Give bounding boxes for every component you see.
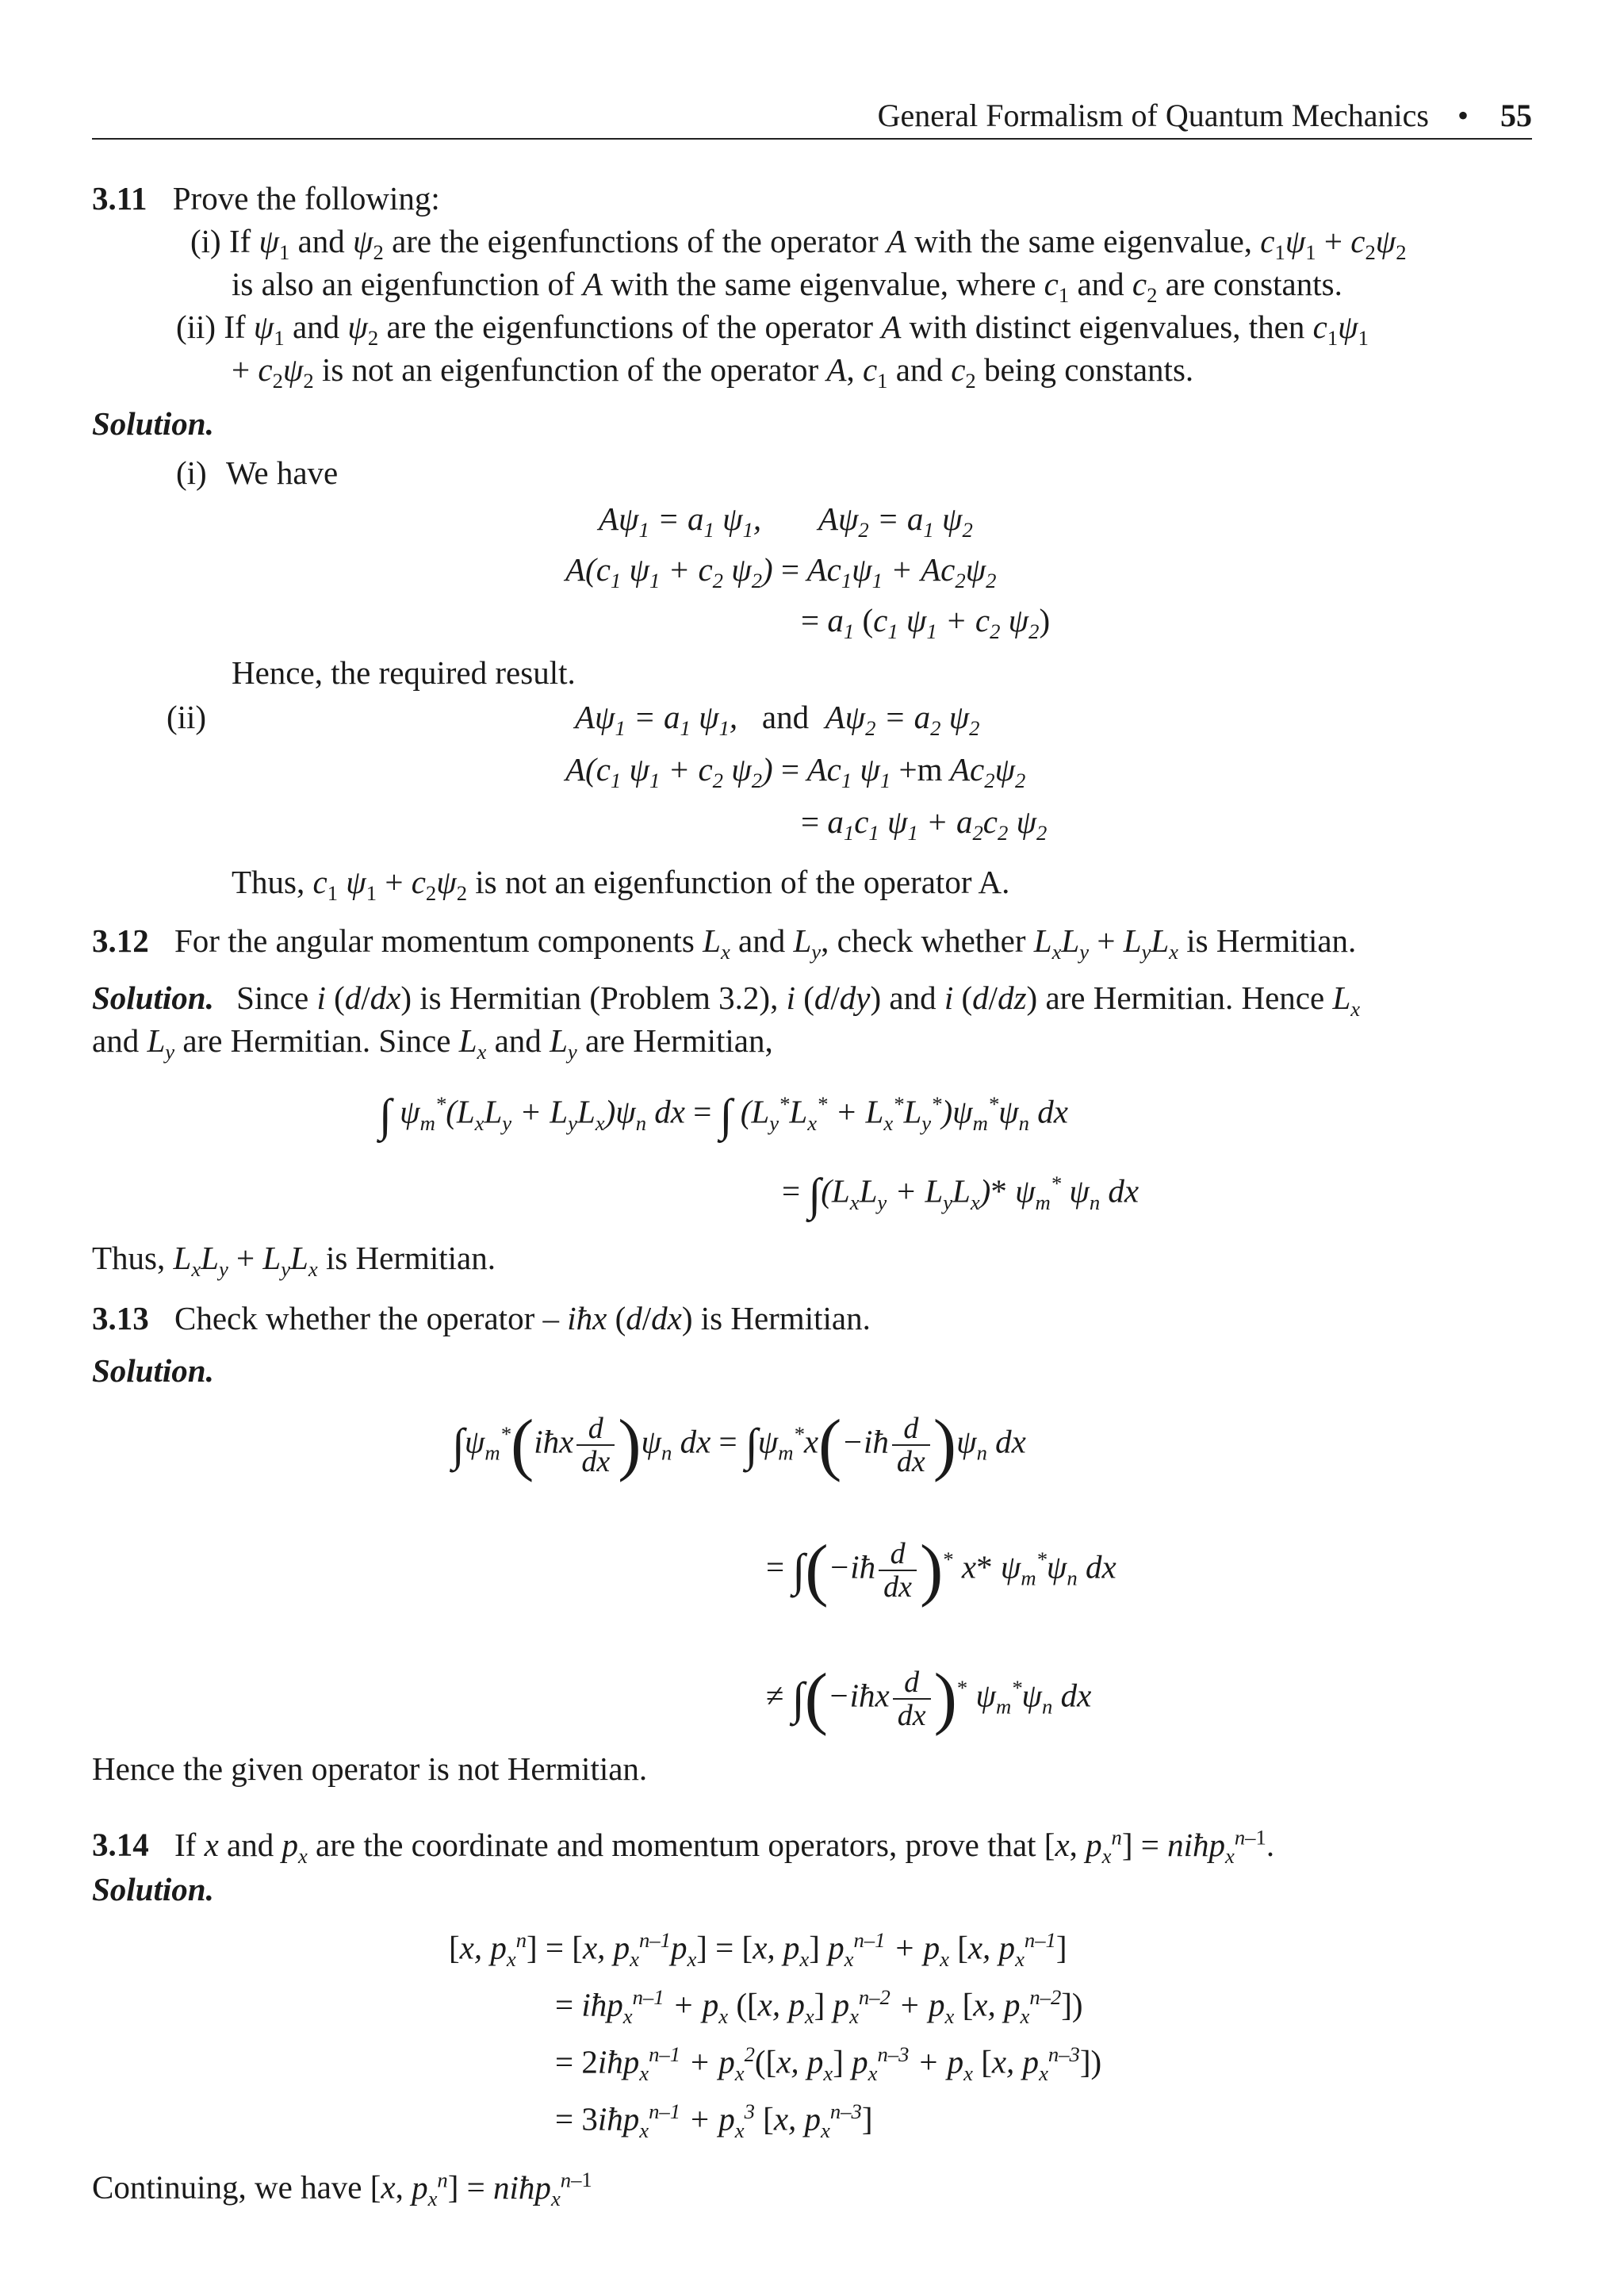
problem-number: 3.11 (92, 180, 147, 217)
equation: ∫ $\psi_m^*(L_xL_y + L_yL_x)\psi_n$ dx = ∫ $(L_y^*L_x^* + L_x^*L_y^*)\psi_m^*\psi_n$ dx (379, 1089, 1068, 1141)
problem-3-11-part-i-cont: is also an eigenfunction of A with the same eigenvalue, where $c_1$ and $c_2$ are constants. (232, 266, 1342, 308)
problem-number: 3.13 (92, 1300, 149, 1336)
solution-label: Solution. (92, 405, 214, 442)
problem-3-12-title: 3.12 For the angular momentum components $L_x$ and $L_y$, check whether $L_xL_y + L_yL_x$ is Hermitian. (92, 922, 1357, 964)
hence-text: Hence, the required result. (232, 654, 576, 691)
running-header (92, 94, 1532, 140)
part-label: (i) (190, 223, 221, 259)
header-text (878, 94, 1532, 138)
problem-3-14-title: 3.14 If x and $p_x$ are the coordinate and momentum operators, prove that [x, $p_x^n$] = niħp$_x^{n-1}$. (92, 1825, 1275, 1868)
problem-3-13-conclusion: Hence the given operator is not Hermitian. (92, 1750, 648, 1787)
problem-3-12-solution: Solution. Since i (d/dx) is Hermitian (Problem 3.2), i (d/dy) and i (d/dz) are Hermitian. Hence $L_x$ (92, 980, 1361, 1022)
header-bullet: • (1457, 98, 1469, 133)
problem-intro: Prove the following: (172, 180, 440, 217)
solution-part-ii-label: (ii) (167, 699, 207, 735)
problem-3-11-part-ii: (ii) If $\psi_1$ and $\psi_2$ are the eigenfunctions of the operator A with distinct eigenvalues, then $c_1\psi_1$ (176, 309, 1369, 351)
equation: = iħp$_x^{n-1}$ + $p_x$ ([x, $p_x$] $p_x^{n-2} + p_x$ [x, $p_x^{n-2}$]) (555, 1985, 1083, 2028)
problem-3-12-solution-cont: and $L_y$ are Hermitian. Since $L_x$ and $L_y$ are Hermitian, (92, 1022, 773, 1064)
problem-3-11-part-i: (i) If $\psi_1$ and $\psi_2$ are the eigenfunctions of the operator A with the same eigenvalue, $c_1\psi_1 + c_2\psi_2$ (190, 223, 1407, 265)
problem-number: 3.14 (92, 1826, 149, 1863)
equation: = $a_1$ ($c_1$ $\psi_1 + c_2$ $\psi_2$) (801, 602, 1051, 644)
equation: $A\psi_1 = a_1$ $\psi_1$, $A\psi_2 = a_1$ $\psi_2$ (599, 500, 973, 542)
problem-3-14-conclusion: Continuing, we have [x, $p_x^n$] = niħp$_x^{n-1}$ (92, 2168, 592, 2210)
equation: [x, $p_x^n] = [x$, $p_x^{n-1}p_x] = [x$, $p_x$] $p_x^{n-1} + p_x$ [x, $p_x^{n-1}$] (449, 1928, 1067, 1971)
equation: $A(c_1$ $\psi_1 + c_2$ $\psi_2) = Ac_1\psi_1 + Ac_2\psi_2$ (565, 551, 997, 593)
equation: = ∫(−iħ $\frac{d}{dx}$ )* x* $\psi_m^*\psi_n$ dx (766, 1532, 1116, 1608)
equation: = 2iħp$_x^{n-1}$ + $p_x^2([x$, $p_x$] $p_x^{n-3} + p_x$ [x, $p_x^{n-3}$]) (555, 2042, 1102, 2085)
part-label: (ii) (176, 309, 216, 345)
equation: = $\int(L_xL_y + L_yL_x)*$ $\psi_m^*$ $\psi_n$ dx (782, 1168, 1139, 1221)
equation: $A(c_1$ $\psi_1 + c_2$ $\psi_2) = Ac_1$ $\psi_1 +m$ $Ac_2\psi_2$ (565, 751, 1026, 793)
thus-line: Thus, $c_1$ $\psi_1 + c_2\psi_2$ is not an eigenfunction of the operator A. (232, 864, 1010, 906)
problem-3-11-part-ii-cont: + $c_2\psi_2$ is not an eigenfunction of the operator A, $c_1$ and $c_2$ being constants. (232, 351, 1194, 393)
same-eigenvalue-text: same eigenvalue (1028, 223, 1244, 259)
problem-3-13-title: 3.13 Check whether the operator – iħx (d/dx) is Hermitian. (92, 1300, 871, 1336)
equation: $A\psi_1 = a_1$ $\psi_1$, and $A\psi_2 = a_2$ $\psi_2$ (575, 699, 980, 741)
running-title: General Formalism of Quantum Mechanics (877, 98, 1429, 133)
solution-label: Solution. (92, 1352, 214, 1389)
problem-3-11-title (92, 178, 1532, 219)
equation: = $a_1c_1$ $\psi_1 + a_2c_2$ $\psi_2$ (801, 803, 1048, 845)
distinct-eigenvalues-text: distinct eigenvalues (975, 309, 1233, 345)
equation: ≠ ∫(−iħx $\frac{d}{dx}$ )* $\psi_m^*\psi_n$ dx (766, 1660, 1092, 1737)
problem-3-12-conclusion: Thus, $L_xL_y + L_yL_x$ is Hermitian. (92, 1240, 496, 1282)
problem-number: 3.12 (92, 922, 149, 959)
solution-part-i: (i) We have (176, 454, 339, 491)
equation: $\int\psi_m^*(iħx$ $\frac{d}{dx}$ )$\psi_n$ dx = $\int\psi_m^*x(-iħ$ $\frac{d}{dx}$ )$\psi_n$ dx (452, 1406, 1026, 1483)
solution-label: Solution. (92, 1871, 214, 1907)
page-number: 55 (1500, 98, 1532, 133)
equation: = 3iħp$_x^{n-1}$ + $p_x^3$ [x, $p_x^{n-3}$] (555, 2099, 873, 2142)
solution-label: Solution. (92, 980, 214, 1016)
